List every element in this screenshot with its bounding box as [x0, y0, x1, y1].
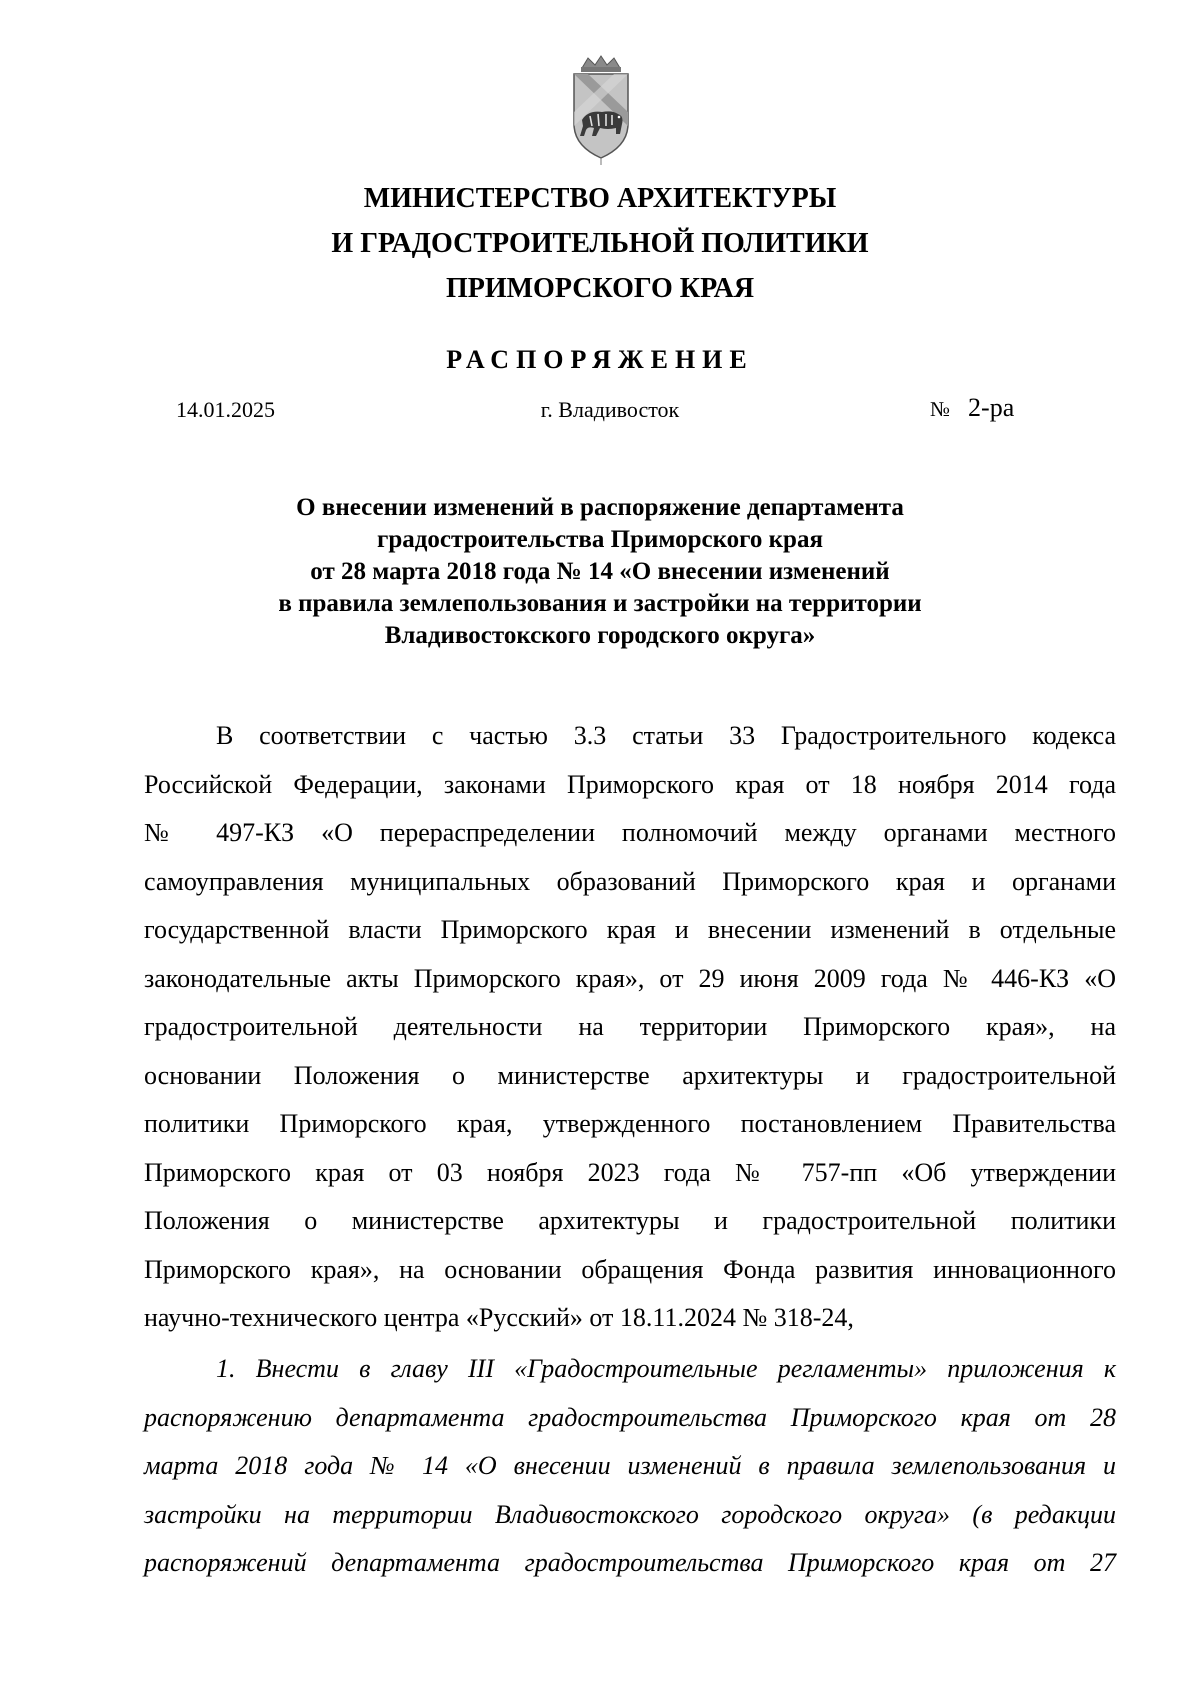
paragraph-line: № 497-КЗ «О перераспределении полномочий между органами местного	[144, 818, 1116, 847]
item-1-paragraph	[144, 1345, 1116, 1588]
paragraph-line: 1. Внести в главу III «Градостроительные регламенты» приложения к	[216, 1354, 1116, 1383]
paragraph-line: застройки на территории Владивостокского городского округа» (в редакции	[144, 1499, 1116, 1529]
paragraph-line: Приморского края от 03 ноября 2023 года № 757-пп «Об утверждении	[144, 1157, 1116, 1187]
document-date: 14.01.2025	[176, 397, 275, 422]
paragraph-line: самоуправления муниципальных образований Приморского края и органами	[144, 866, 1116, 896]
ministry-name-line: И ГРАДОСТРОИТЕЛЬНОЙ ПОЛИТИКИ	[331, 228, 869, 259]
paragraph-line: Российской Федерации, законами Приморского края от 18 ноября 2014 года	[144, 769, 1116, 799]
paragraph-line: распоряжений департамента градостроительства Приморского края от 27	[144, 1548, 1116, 1577]
document-type: РАСПОРЯЖЕНИЕ	[446, 345, 754, 374]
paragraph-line: законодательные акты Приморского края», от 29 июня 2009 года № 446-КЗ «О	[144, 963, 1116, 993]
paragraph-line: Положения о министерстве архитектуры и градостроительной политики	[144, 1206, 1116, 1235]
paragraph-line: градостроительной деятельности на территории Приморского края», на	[144, 1012, 1116, 1041]
number-value: 2-ра	[968, 393, 1015, 422]
paragraph-line: политики Приморского края, утвержденного постановлением Правительства	[144, 1109, 1116, 1138]
paragraph-line: государственной власти Приморского края и внесении изменений в отдельные	[144, 915, 1116, 944]
paragraph-line: Приморского края», на основании обращения Фонда развития инновационного	[144, 1254, 1116, 1284]
document-number	[930, 391, 1014, 426]
document-subject	[180, 492, 1020, 652]
paragraph-line: В соответствии с частью 3.3 статьи 33 Градостроительного кодекса	[216, 721, 1116, 750]
paragraph-line: основании Положения о министерстве архитектуры и градостроительной	[144, 1060, 1116, 1090]
number-sign: №	[930, 397, 951, 421]
subject-line: от 28 марта 2018 года № 14 «О внесении изменений	[310, 558, 890, 585]
ministry-name-line: МИНИСТЕРСТВО АРХИТЕКТУРЫ	[363, 183, 837, 214]
paragraph-line: научно-технического центра «Русский» от 18.11.2024 № 318-24,	[144, 1303, 854, 1332]
ministry-name	[200, 176, 1000, 311]
subject-line: в правила землепользования и застройки на территории	[278, 590, 922, 617]
ministry-name-line: ПРИМОРСКОГО КРАЯ	[445, 273, 755, 304]
subject-line: О внесении изменений в распоряжение департамента	[296, 494, 904, 521]
coat-of-arms-emblem-svg	[568, 54, 634, 166]
paragraph-line: распоряжению департамента градостроительства Приморского края от 28	[144, 1402, 1116, 1432]
preamble-paragraph	[144, 712, 1116, 1343]
paragraph-line: марта 2018 года № 14 «О внесении изменений в правила землепользования и	[144, 1451, 1116, 1480]
subject-line: Владивостокского городского округа»	[384, 622, 816, 649]
subject-line: градостроительства Приморского края	[377, 526, 823, 553]
document-city: г. Владивосток	[540, 397, 680, 422]
coat-of-arms-icon	[568, 54, 634, 166]
